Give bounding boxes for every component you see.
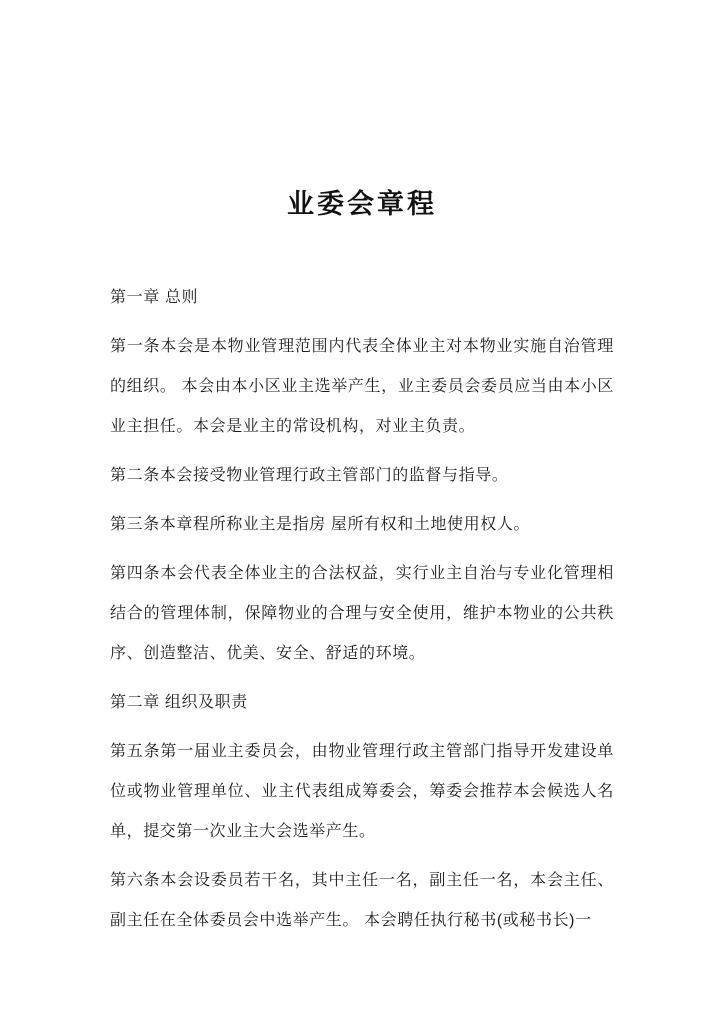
article-paragraph: 第二条本会接受物业管理行政主管部门的监督与指导。 bbox=[110, 467, 509, 484]
article-paragraph: 第一条本会是本物业管理范围内代表全体业主对本物业实施自治管理的组织。 本会由本小区业主选举产生，业主委员会委员应当由本小区业主担任。本会是业主的常设机构，对业主负责。 bbox=[110, 338, 614, 435]
article-paragraph: 第三条本章程所称业主是指房 屋所有权和土地使用权人。 bbox=[110, 516, 531, 533]
chapter-heading: 第二章 组织及职责 bbox=[110, 694, 248, 711]
document-title: 业委会章程 bbox=[287, 189, 437, 219]
chapter-heading: 第一章 总则 bbox=[110, 289, 199, 306]
article-paragraph: 第五条第一届业主委员会，由物业管理行政主管部门指导开发建设单位或物业管理单位、业主代表组成筹委会，筹委会推荐本会候选人名单，提交第一次业主大会选举产生。 bbox=[110, 743, 614, 840]
article-paragraph: 第四条本会代表全体业主的合法权益，实行业主自治与专业化管理相结合的管理体制，保障物业的合理与安全使用，维护本物业的公共秩序、创造整洁、优美、安全、舒适的环境。 bbox=[110, 565, 614, 662]
article-paragraph: 第六条本会设委员若干名，其中主任一名，副主任一名，本会主任、副主任在全体委员会中选举产生。 本会聘任执行秘书(或秘书长)一 bbox=[110, 872, 614, 929]
